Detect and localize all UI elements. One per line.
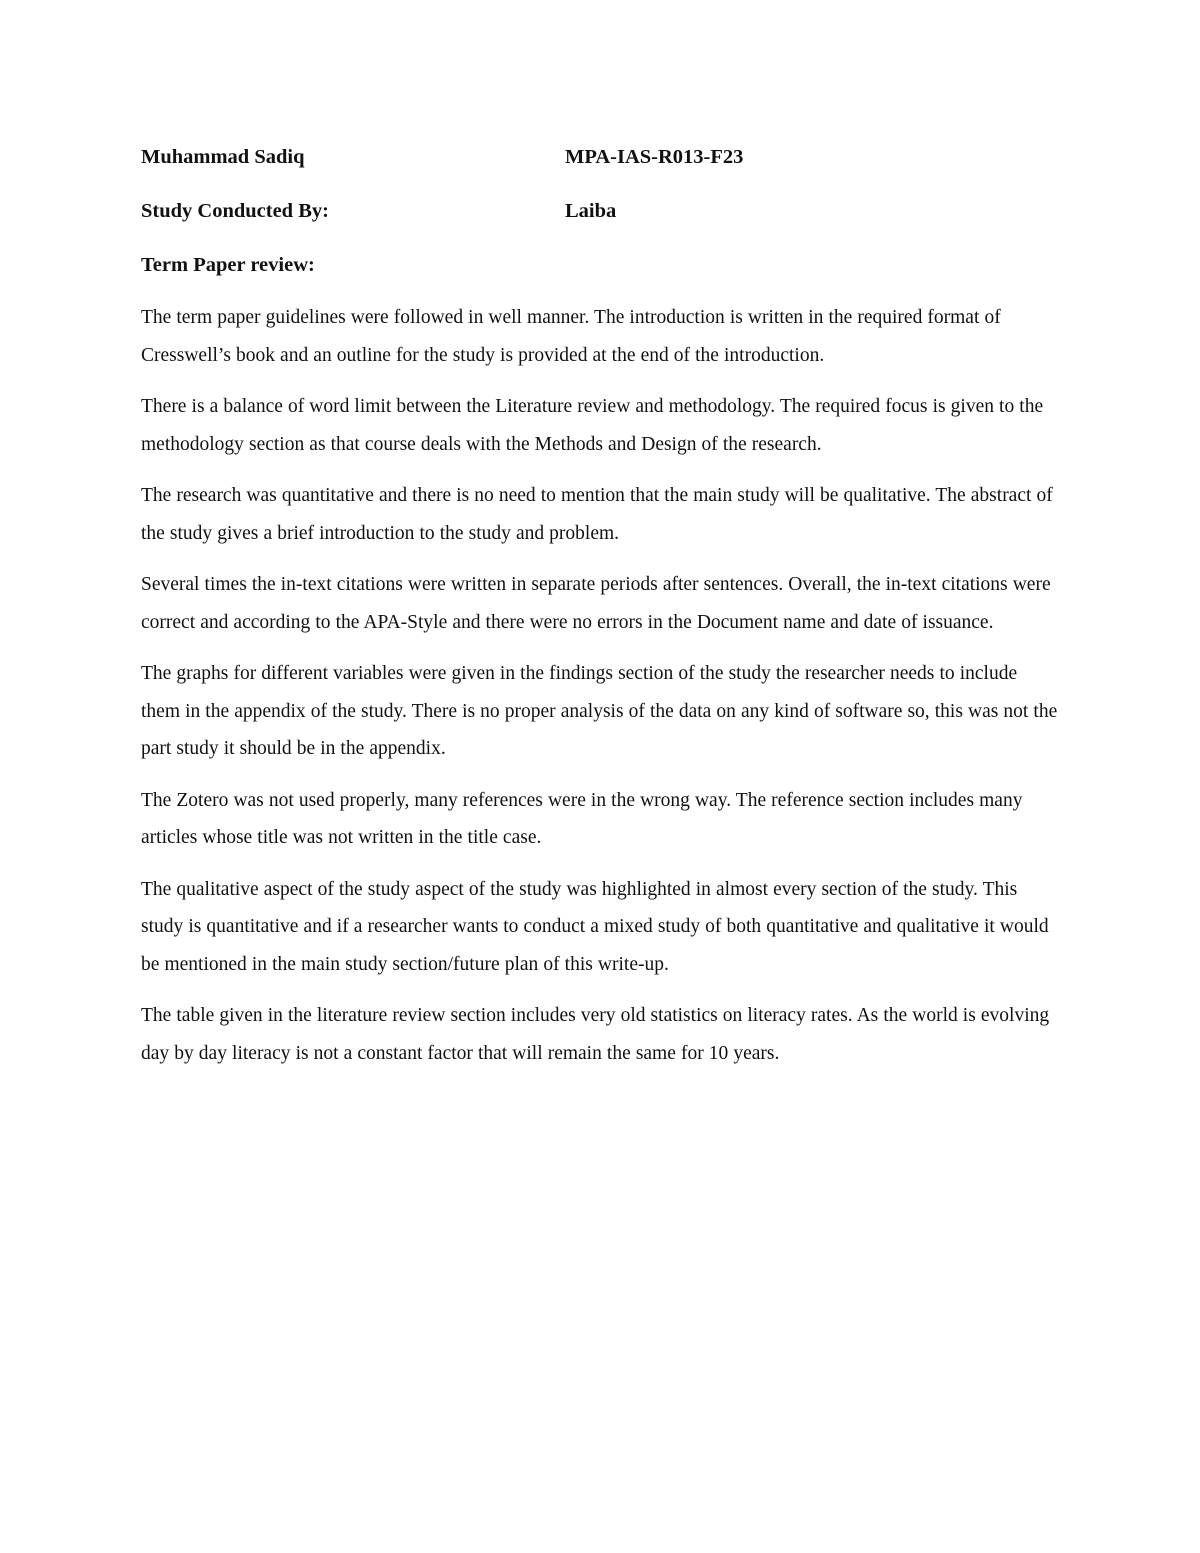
paragraph-1: The term paper guidelines were followed in well manner. The introduction is written in the required format of Cresswell’s book and an outline for the study is provided at the end of the introduction. bbox=[141, 307, 1001, 366]
paragraph-3: The research was quantitative and there is no need to mention that the main study will be qualitative. The abstract of the study gives a brief introduction to the study and problem. bbox=[141, 485, 1053, 544]
paragraph-7: The qualitative aspect of the study aspect of the study was highlighted in almost every section of the study. This study is quantitative and if a researcher wants to conduct a mixed study of both quantitative and qualitative it would be mentioned in the main study section/future plan of this write-up. bbox=[141, 878, 1049, 975]
student-id: MPA-IAS-R013-F23 bbox=[565, 146, 744, 168]
paragraph-4: Several times the in-text citations were written in separate periods after sentences. Overall, the in-text citations were correct and according to the APA-Style and there were no errors in the Document name and date of issuance. bbox=[141, 574, 1051, 633]
study-conducted-value: Laiba bbox=[565, 200, 617, 222]
paragraph-6: The Zotero was not used properly, many references were in the wrong way. The reference section includes many articles whose title was not written in the title case. bbox=[141, 789, 1023, 848]
paragraph-5: The graphs for different variables were given in the findings section of the study the researcher needs to include them in the appendix of the study. There is no proper analysis of the data on any kind of software so, this was not the part study it should be in the appendix. bbox=[141, 663, 1058, 759]
study-row bbox=[141, 194, 1061, 248]
paragraph-2: There is a balance of word limit between the Literature review and methodology. The required focus is given to the methodology section as that course deals with the Methods and Design of the research. bbox=[141, 396, 1044, 455]
study-conducted-label: Study Conducted By: bbox=[141, 200, 329, 222]
section-title: Term Paper review: bbox=[141, 254, 315, 276]
paragraph-8: The table given in the literature review section includes very old statistics on literacy rates. As the world is evolving day by day literacy is not a constant factor that will remain the same for 10 years. bbox=[141, 1005, 1050, 1064]
document-body bbox=[141, 140, 1061, 1086]
author-row bbox=[141, 140, 1061, 194]
author-name: Muhammad Sadiq bbox=[141, 146, 305, 168]
